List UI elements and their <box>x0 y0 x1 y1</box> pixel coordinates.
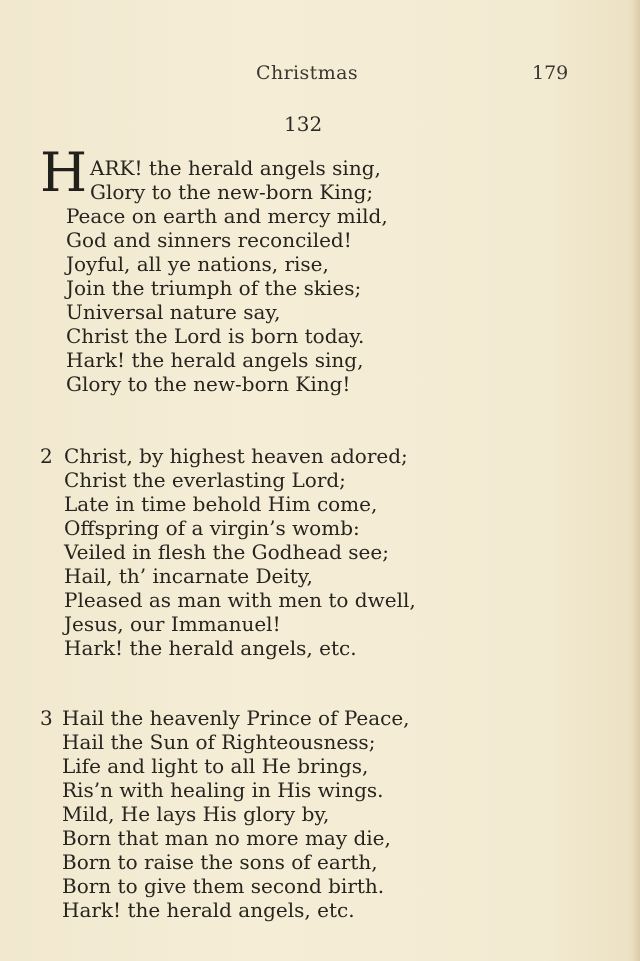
verse-line: Universal nature say, <box>66 300 281 324</box>
verse-number: 3 <box>40 706 53 730</box>
verse-line: ARK! the herald angels sing, <box>90 156 381 180</box>
verse-line: Glory to the new-born King; <box>90 180 374 204</box>
verse-line: Veiled in flesh the Godhead see; <box>64 540 389 564</box>
verse-number: 2 <box>40 444 53 468</box>
verse-line: Hail the heavenly Prince of Peace, <box>62 706 410 730</box>
verse-line: God and sinners reconciled! <box>66 228 352 252</box>
verse-line: Christ the Lord is born today. <box>66 324 365 348</box>
verse-line: Peace on earth and mercy mild, <box>66 204 388 228</box>
verse-line: Life and light to all He brings, <box>62 754 369 778</box>
drop-cap-initial: H <box>40 141 88 204</box>
verse-line: Born that man no more may die, <box>62 826 391 850</box>
verse-line: Hail, th’ incarnate Deity, <box>64 564 313 588</box>
verse-line: Join the triumph of the skies; <box>66 276 362 300</box>
verse-line: Hark! the herald angels sing, <box>66 348 364 372</box>
verse-line: Late in time behold Him come, <box>64 492 378 516</box>
page-edge <box>630 0 640 961</box>
verse-line: Ris’n with healing in His wings. <box>62 778 384 802</box>
page-number: 179 <box>532 62 569 84</box>
verse-line: Christ the everlasting Lord; <box>64 468 346 492</box>
verse-line: Offspring of a virgin’s womb: <box>64 516 360 540</box>
running-head: Christmas <box>256 62 359 84</box>
verse-line: Glory to the new-born King! <box>66 372 351 396</box>
verse-line: Born to give them second birth. <box>62 874 385 898</box>
verse-line: Pleased as man with men to dwell, <box>64 588 416 612</box>
verse-line: Joyful, all ye nations, rise, <box>66 252 329 276</box>
verse-line: Hark! the herald angels, etc. <box>64 636 357 660</box>
verse-line: Jesus, our Immanuel! <box>64 612 281 636</box>
verse-line: Christ, by highest heaven adored; <box>64 444 408 468</box>
verse-line: Hail the Sun of Righteousness; <box>62 730 376 754</box>
hymn-number: 132 <box>284 112 323 136</box>
verse-line: Born to raise the sons of earth, <box>62 850 378 874</box>
verse-line: Mild, He lays His glory by, <box>62 802 330 826</box>
verse-line: Hark! the herald angels, etc. <box>62 898 355 922</box>
